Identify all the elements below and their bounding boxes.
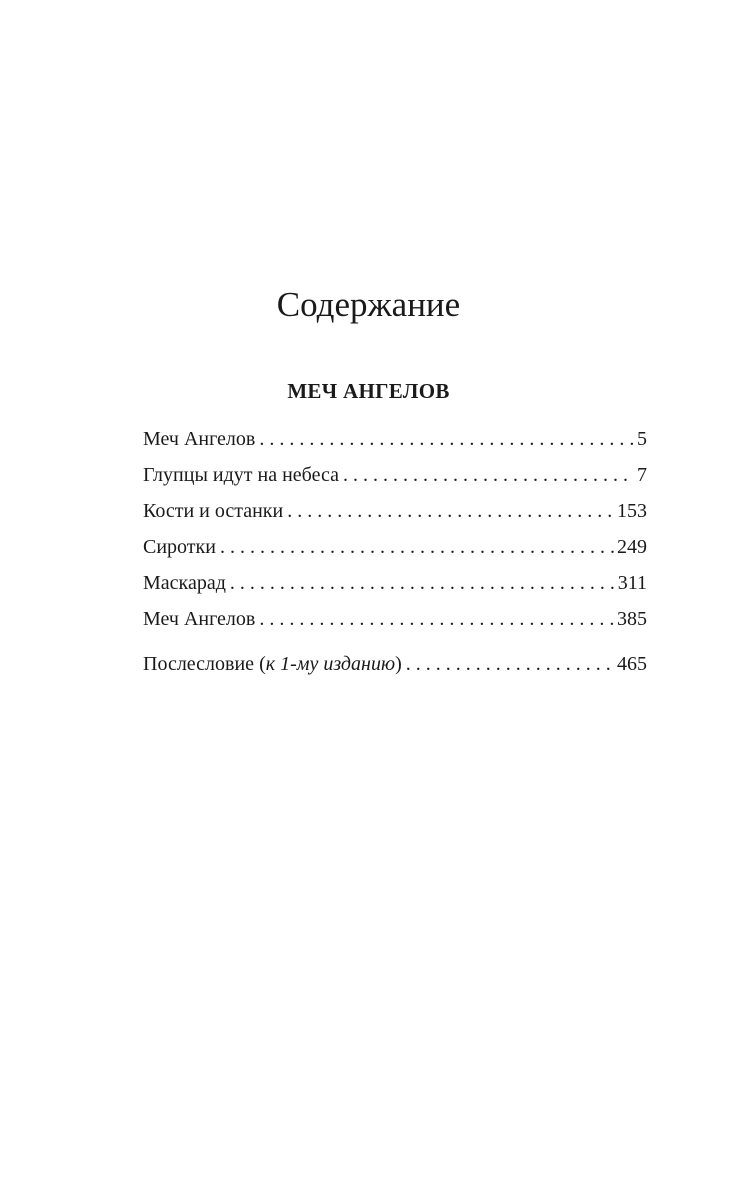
afterword-note: к 1-му изданию	[265, 653, 396, 675]
afterword-title: Послесловие	[143, 653, 255, 675]
toc-entry-masquerade	[143, 568, 647, 604]
toc-entry-page: 311	[617, 572, 647, 594]
toc-entry-title: Кости и останки	[143, 500, 284, 522]
toc-entry-page: 7	[637, 464, 647, 486]
toc-entry-page: 385	[617, 608, 647, 630]
table-of-contents	[143, 424, 647, 685]
page-title: Содержание	[276, 285, 461, 324]
section-title: МЕЧ АНГЕЛОВ	[287, 379, 450, 403]
close-paren: )	[395, 653, 402, 675]
toc-entry-page: 153	[617, 500, 647, 522]
toc-entry-title: Сиротки	[143, 536, 216, 558]
dot-leader	[259, 424, 634, 454]
open-paren: (	[259, 653, 266, 675]
dot-leader	[343, 460, 634, 490]
dot-leader	[230, 568, 615, 598]
toc-entry-title: Меч Ангелов	[143, 608, 256, 630]
toc-entry-bones-and-remains	[143, 496, 647, 532]
toc-entry-title	[143, 649, 402, 679]
dot-leader	[287, 496, 614, 526]
toc-entry-sword-of-angels	[143, 424, 647, 460]
toc-entry-afterword	[143, 649, 647, 685]
toc-entry-sword-of-angels-2	[143, 604, 647, 640]
dot-leader	[259, 604, 614, 634]
toc-entry-page: 5	[637, 428, 647, 450]
toc-entry-title: Меч Ангелов	[143, 428, 256, 450]
toc-entry-orphans	[143, 532, 647, 568]
toc-entry-page: 465	[617, 653, 647, 675]
toc-entry-page: 249	[617, 536, 647, 558]
toc-entry-fools-go-to-heaven	[143, 460, 647, 496]
dot-leader	[220, 532, 614, 562]
toc-entry-title: Маскарад	[143, 572, 226, 594]
dot-leader	[406, 649, 614, 679]
toc-entry-title: Глупцы идут на небеса	[143, 464, 339, 486]
